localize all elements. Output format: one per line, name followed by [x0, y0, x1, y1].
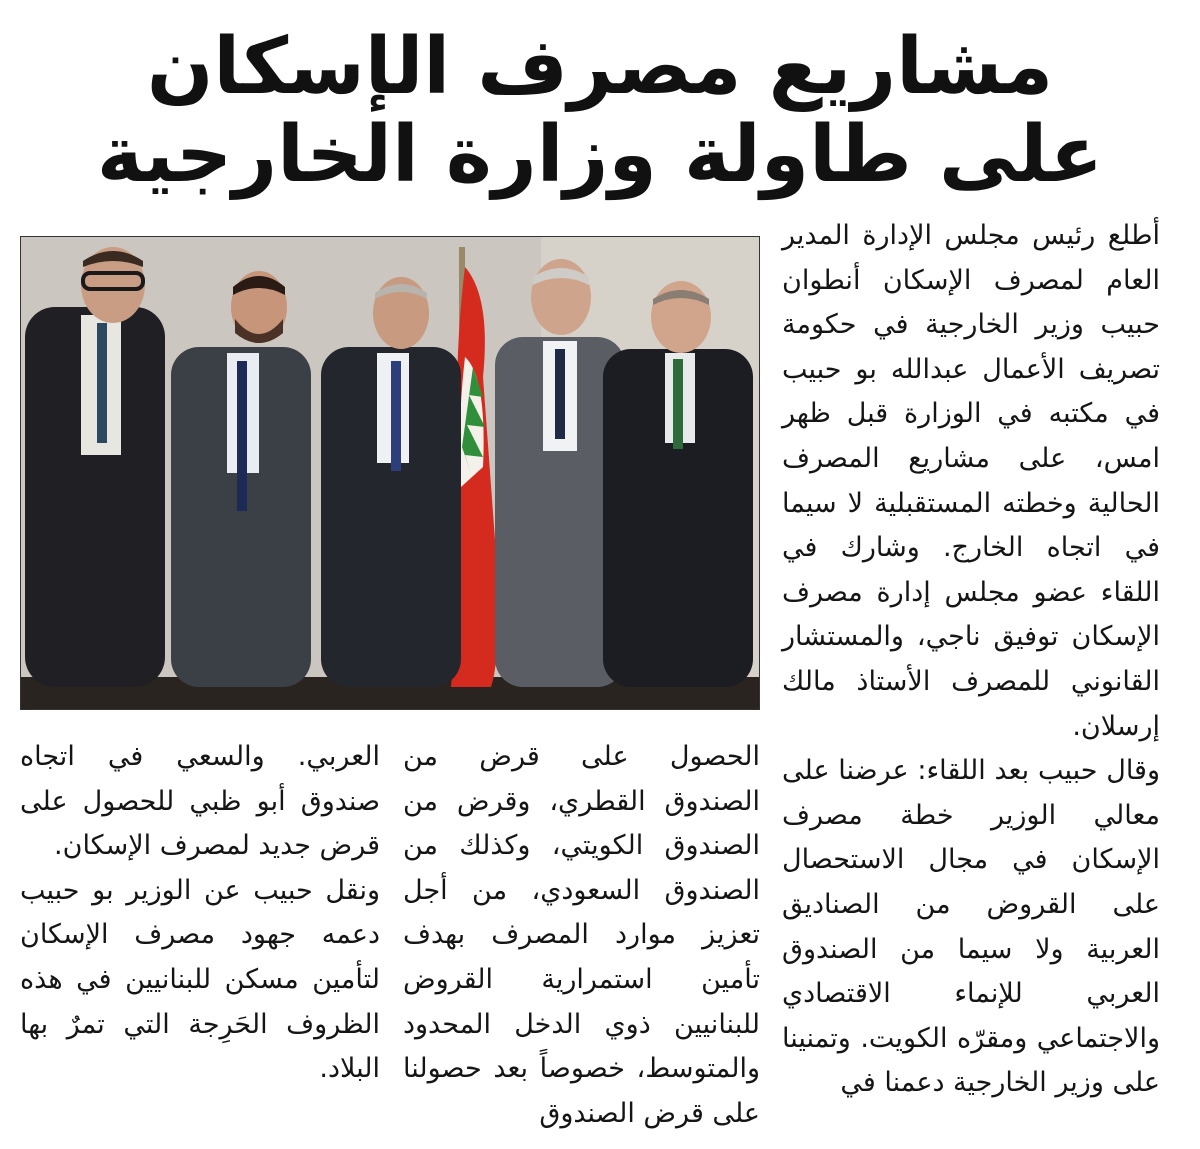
person-1	[25, 247, 165, 687]
paragraph: الحصول على قرض من الصندوق القطري، وقرض من الصندوق الكويتي، وكذلك من الصندوق السعودي، من أجل تعزيز موارد المصرف بهدف تأمين استمرارية القروض للبنانيين ذوي الدخل المحدود والمتوسط، خصوصاً بعد حصولنا على قرض الصندوق	[403, 741, 760, 1129]
headline-line-2: على طاولة وزارة الخارجية	[96, 110, 1104, 200]
article-column-left	[20, 735, 380, 1092]
paragraph: أطلع رئيس مجلس الإدارة المدير العام لمصرف الإسكان أنطوان حبيب وزير الخارجية في حكومة تصريف الأعمال عبدالله بو حبيب في مكتبه في الوزارة قبل ظهر امس، على مشاريع المصرف الحالية وخطته المستقبلية لا سيما في اتجاه الخارج. وشارك في اللقاء عضو مجلس إدارة مصرف الإسكان توفيق ناجي، والمستشار القانوني للمصرف الأستاذ مالك إرسلان.	[782, 220, 1160, 742]
news-photo	[20, 236, 760, 710]
article-column-right	[782, 214, 1160, 1106]
paragraph: وقال حبيب بعد اللقاء: عرضنا على معالي الوزير خطة مصرف الإسكان في مجال الاستحصال على القروض من الصناديق العربية ولا سيما من الصندوق العربي للإنماء الاقتصادي والاجتماعي ومقرّه الكويت. وتمنينا على وزير الخارجية دعمنا في	[782, 755, 1160, 1099]
paragraph: العربي. والسعي في اتجاه صندوق أبو ظبي للحصول على قرض جديد لمصرف الإسكان.	[20, 741, 380, 862]
paragraph: ونقل حبيب عن الوزير بو حبيب دعمه جهود مصرف الإسكان لتأمين مسكن للبنانيين في هذه الظروف الحَرِجة التي تمرٌ بها البلاد.	[20, 874, 380, 1085]
article-column-middle	[403, 735, 760, 1136]
headline-line-1: مشاريع مصرف الإسكان	[146, 22, 1054, 112]
